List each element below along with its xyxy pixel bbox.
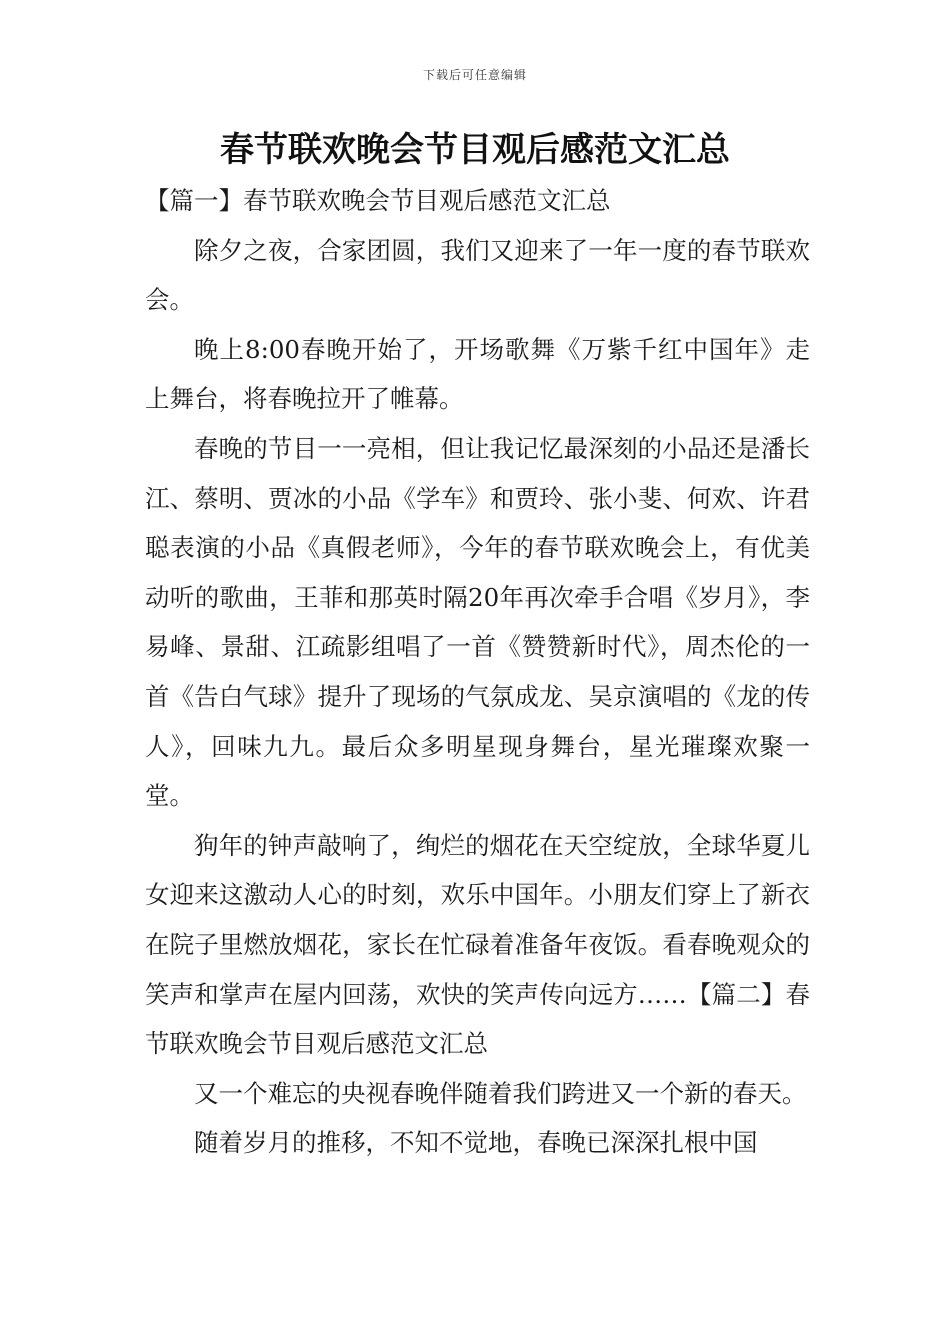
paragraph: 春晚的节目一一亮相，但让我记忆最深刻的小品还是潘长江、蔡明、贾冰的小品《学车》和贾玲、张小斐、何欢、许君聪表演的小品《真假老师》，今年的春节联欢晚会上，有优美动听的歌曲，王菲和那英时隔20年再次牵手合唱《岁月》，李易峰、景甜、江疏影组唱了一首《赞赞新时代》，周杰伦的一首《告白气球》提升了现场的气氛成龙、吴京演唱的《龙的传人》，回味九九。最后众多明星现身舞台，星光璀璨欢聚一堂。: [145, 433, 810, 811]
paragraph: 随着岁月的推移，不知不觉地，春晚已深深扎根中国: [194, 1128, 758, 1158]
paragraph: 晚上8:00春晚开始了，开场歌舞《万紫千红中国年》走上舞台，将春晚拉开了帷幕。: [145, 334, 810, 414]
section-heading: 【篇一】春节联欢晚会节目观后感范文汇总: [145, 186, 611, 215]
paragraph: 狗年的钟声敲响了，绚烂的烟花在天空绽放，全球华夏儿女迎来这激动人心的时刻，欢乐中国年。小朋友们穿上了新衣在院子里燃放烟花，家长在忙碌着准备年夜饭。看春晚观众的笑声和掌声在屋内回荡，欢快的笑声传向远方……【篇二】春节联欢晚会节目观后感范文汇总: [145, 830, 810, 1059]
paragraph: 又一个难忘的央视春晚伴随着我们跨进又一个新的春天。: [194, 1078, 807, 1108]
document-title: 春节联欢晚会节目观后感范文汇总: [220, 130, 730, 170]
header-note: 下载后可任意编辑: [422, 68, 527, 82]
paragraph: 除夕之夜，合家团圆，我们又迎来了一年一度的春节联欢会。: [145, 235, 810, 315]
document-body: [145, 176, 810, 1168]
